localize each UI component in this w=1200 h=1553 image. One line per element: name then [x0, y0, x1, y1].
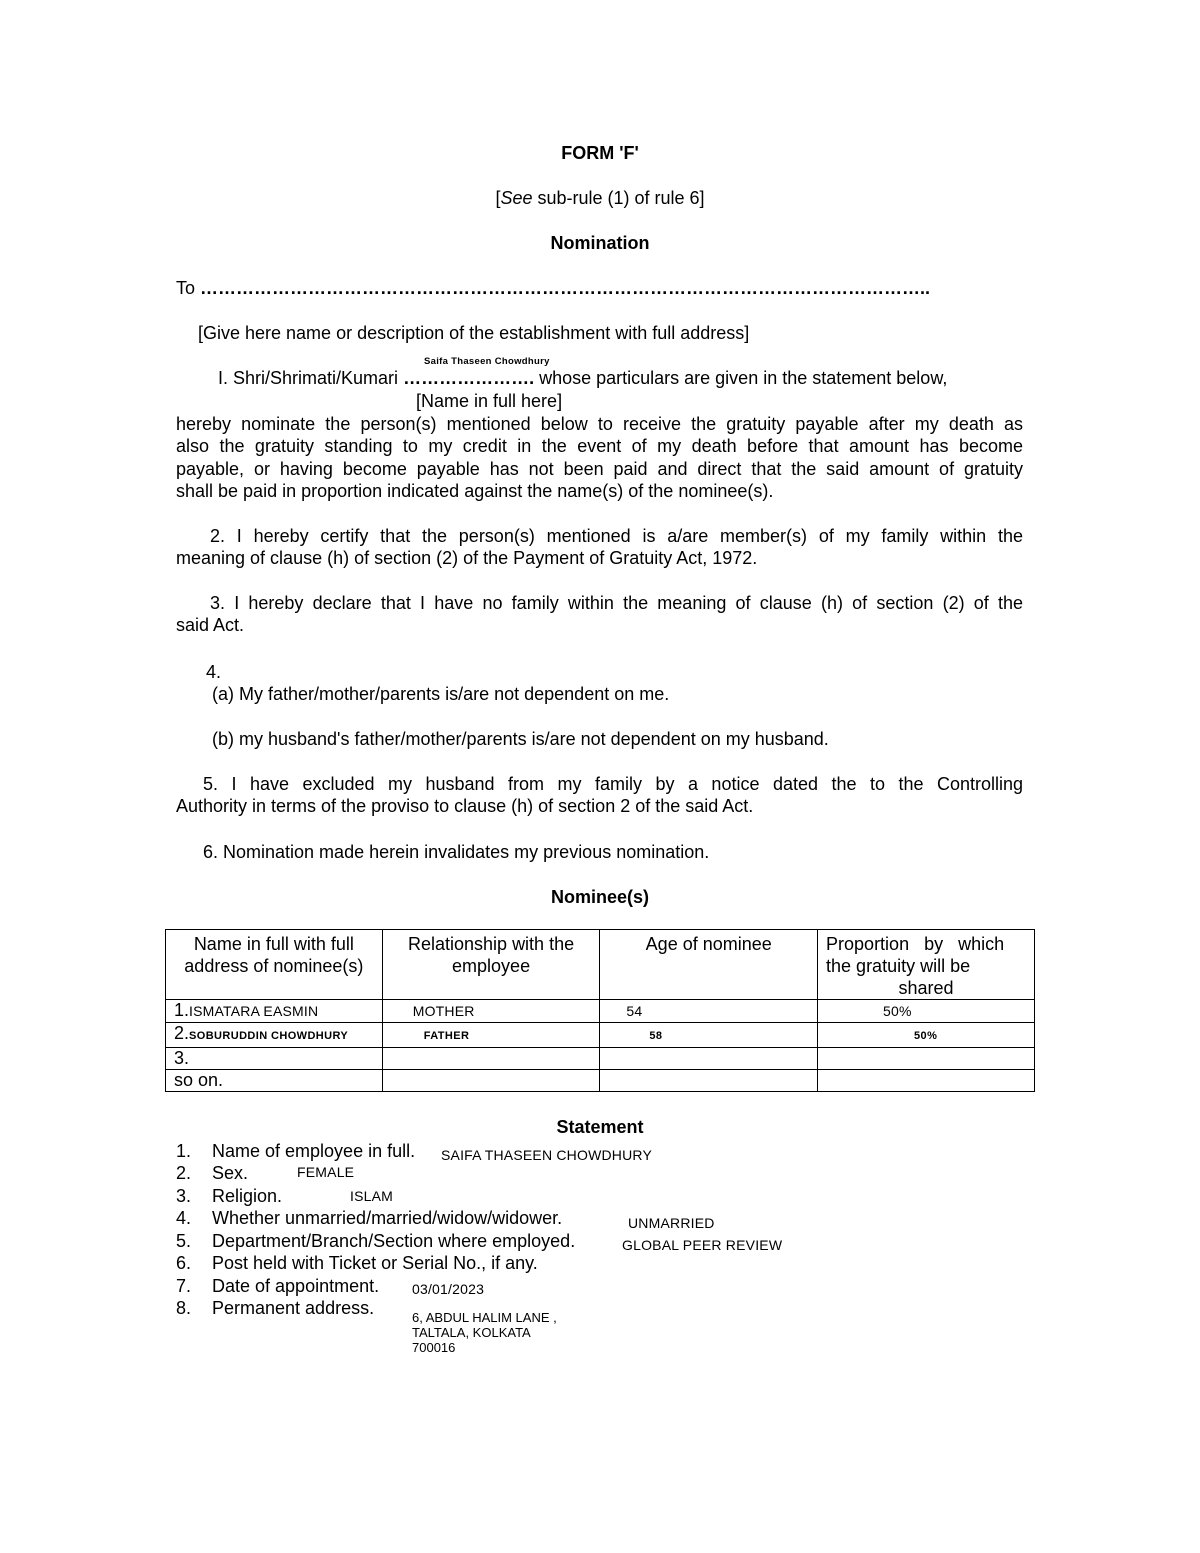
paragraph-1-line: hereby nominate the person(s) mentioned below to receive the gratuity payable after my death as [176, 414, 1023, 434]
column-header-proportion: Proportion by which the gratuity will be shared [818, 930, 1035, 1000]
to-line [176, 277, 930, 299]
statement-value-department: GLOBAL PEER REVIEW [622, 1237, 783, 1253]
statement-heading: Statement [556, 1117, 644, 1137]
paragraph-1-line: shall be paid in proportion indicated against the name(s) of the nominee(s). [176, 481, 774, 502]
column-header-age: Age of nominee [600, 930, 818, 1000]
to-dots: ………………………………………………………………………………………………………….. [200, 278, 931, 298]
statement-item-label: Name of employee in full. [212, 1141, 416, 1161]
declarant-line [218, 367, 947, 389]
nominee-age-cell [600, 1070, 818, 1092]
nominee-proportion-cell: 50% [818, 1023, 1035, 1048]
statement-item-number: 6. [176, 1253, 192, 1273]
paragraph-5-line: Authority in terms of the proviso to clause (h) of section 2 of the said Act. [176, 796, 754, 817]
statement-item-label: Permanent address. [212, 1298, 375, 1318]
nominee-age-cell: 58 [600, 1023, 818, 1048]
nominee-proportion-cell [818, 1048, 1035, 1070]
paragraph-2-line: 2. I hereby certify that the person(s) mentioned is a/are member(s) of my family within the [210, 526, 1023, 546]
table-row [166, 1070, 1035, 1092]
paragraph-1 [176, 413, 1023, 503]
nominee-relationship-cell [382, 1070, 600, 1092]
column-header-relationship: Relationship with the employee [382, 930, 600, 1000]
statement-item-label: Religion. [212, 1186, 283, 1206]
table-row [166, 1023, 1035, 1048]
paragraph-6: 6. Nomination made herein invalidates my previous nomination. [203, 842, 710, 862]
statement-value-marital-status: UNMARRIED [628, 1215, 715, 1231]
paragraph-1-line: payable, or having become payable has not been paid and direct that the said amount of gratuity [176, 458, 1023, 479]
nominee-relationship-cell: MOTHER [382, 1000, 600, 1023]
declarant-name-filled: Saifa Thaseen Chowdhury [424, 356, 550, 367]
statement-item-label: Sex. [212, 1163, 249, 1183]
statement-item-label: Department/Branch/Section where employed. [212, 1231, 576, 1251]
paragraph-4a: (a) My father/mother/parents is/are not dependent on me. [212, 684, 670, 704]
nominee-relationship-cell [382, 1048, 600, 1070]
paragraph-4-number: 4. [206, 662, 222, 682]
statement-item-label: Post held with Ticket or Serial No., if any. [212, 1253, 538, 1273]
statement-item-number: 7. [176, 1276, 192, 1296]
paragraph-4b: (b) my husband's father/mother/parents is/are not dependent on my husband. [212, 729, 829, 749]
statement-item-label: Whether unmarried/married/widow/widower. [212, 1208, 563, 1228]
declarant-name-hint: [Name in full here] [416, 391, 563, 411]
address-line: 700016 [412, 1340, 456, 1355]
see-italic: See [500, 188, 533, 208]
form-title: FORM 'F' [561, 143, 639, 163]
address-line: 6, ABDUL HALIM LANE , [412, 1310, 557, 1325]
table-row [166, 1000, 1035, 1023]
paragraph-2 [176, 525, 1023, 570]
paragraph-1-line: also the gratuity standing to my credit in the event of my death before that amount has become [176, 436, 1023, 457]
declarant-prefix: I. Shri/Shrimati/Kumari [218, 368, 399, 388]
nominee-proportion-cell [818, 1070, 1035, 1092]
address-line: TALTALA, KOLKATA [412, 1325, 531, 1340]
statement-value-appointment-date: 03/01/2023 [412, 1281, 485, 1297]
statement-item-number: 8. [176, 1298, 192, 1318]
statement-item-label: Date of appointment. [212, 1276, 380, 1296]
statement-item-number: 5. [176, 1231, 192, 1251]
nominee-age-cell [600, 1048, 818, 1070]
nominee-name-cell: so on. [166, 1070, 383, 1092]
statement-value-employee-name: SAIFA THASEEN CHOWDHURY [441, 1147, 653, 1163]
paragraph-3-line: said Act. [176, 615, 245, 636]
statement-item-number: 2. [176, 1163, 192, 1183]
paragraph-3 [176, 592, 1023, 637]
nominee-relationship-cell: FATHER [382, 1023, 600, 1048]
paragraph-3-line: 3. I hereby declare that I have no family within the meaning of clause (h) of section (2) of the [210, 593, 1023, 613]
statement-item-number: 4. [176, 1208, 192, 1228]
statement-value-religion: ISLAM [350, 1188, 394, 1204]
statement-value-address [412, 1310, 557, 1355]
table-header-row [166, 930, 1035, 1000]
nominee-name-cell: 1.ISMATARA EASMIN [166, 1000, 383, 1023]
declarant-suffix: whose particulars are given in the statement below, [539, 368, 948, 388]
paragraph-5-line: 5. I have excluded my husband from my family by a notice dated the to the Controlling [203, 774, 1023, 794]
nominee-proportion-cell: 50% [818, 1000, 1035, 1023]
establishment-hint: [Give here name or description of the establishment with full address] [198, 323, 750, 343]
column-header-name: Name in full with full address of nominee(s) [166, 930, 383, 1000]
nominee-name-cell: 2.SOBURUDDIN CHOWDHURY [166, 1023, 383, 1048]
nominees-heading: Nominee(s) [550, 887, 649, 907]
nominees-table [165, 929, 1035, 1092]
paragraph-5 [176, 773, 1023, 818]
to-label: To [176, 278, 196, 298]
declarant-dots: …………………. [403, 368, 535, 388]
nominee-name-cell: 3. [166, 1048, 383, 1070]
statement-item-number: 1. [176, 1141, 192, 1161]
statement-value-sex: FEMALE [297, 1164, 355, 1180]
paragraph-2-line: meaning of clause (h) of section (2) of the Payment of Gratuity Act, 1972. [176, 548, 758, 569]
statement-item-number: 3. [176, 1186, 192, 1206]
table-row [166, 1048, 1035, 1070]
form-subtitle: [See sub-rule (1) of rule 6] [495, 188, 705, 208]
nominee-age-cell: 54 [600, 1000, 818, 1023]
section-title: Nomination [550, 233, 650, 253]
